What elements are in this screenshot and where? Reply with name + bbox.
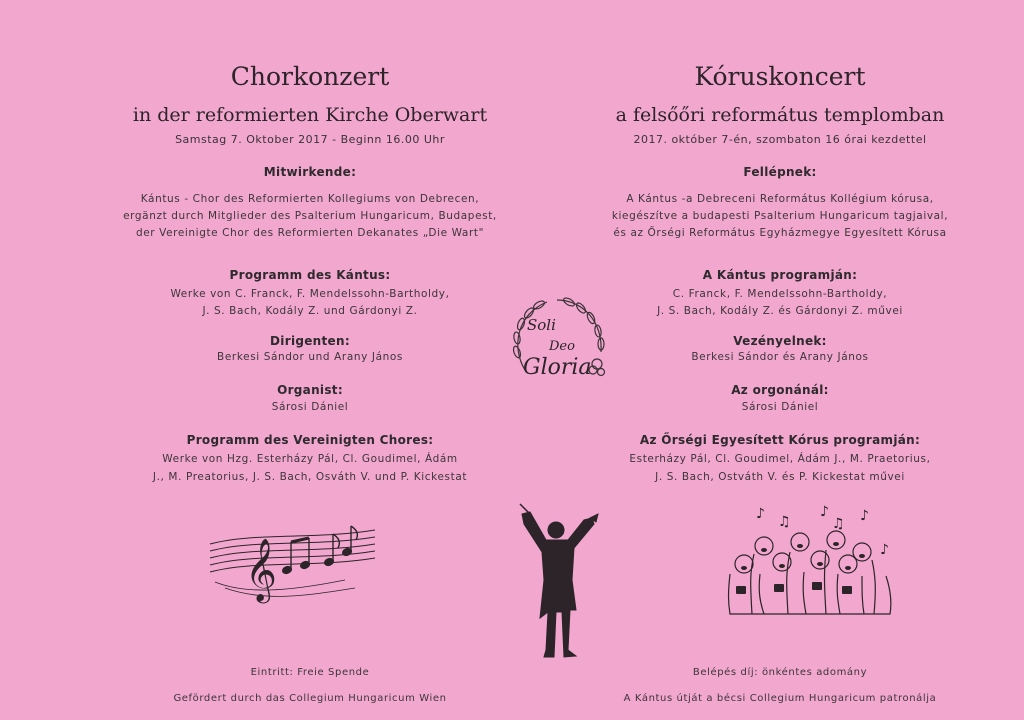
german-title: Chorkonzert	[230, 62, 390, 91]
hungarian-subtitle: a felsőőri református templomban	[615, 104, 945, 126]
german-entry: Eintritt: Freie Spende	[250, 667, 370, 678]
svg-text:♫: ♫	[778, 514, 791, 530]
hungarian-performers-line: és az Őrségi Református Egyházmegye Egyesített Kórusa	[613, 227, 947, 239]
german-date: Samstag 7. Oktober 2017 - Beginn 16.00 Uhr	[175, 133, 445, 146]
hungarian-organist-heading: Az orgonánál:	[731, 383, 829, 397]
svg-text:𝄞: 𝄞	[245, 538, 277, 601]
conductor-icon	[512, 500, 604, 665]
hungarian-united-line: J. S. Bach, Ostváth V. és P. Kickestat művei	[655, 471, 905, 483]
hungarian-organist: Sárosi Dániel	[741, 401, 819, 413]
svg-text:♪: ♪	[860, 508, 869, 524]
german-program-heading: Programm des Kántus:	[229, 268, 391, 282]
svg-text:Soli: Soli	[527, 316, 556, 334]
svg-text:♪: ♪	[756, 506, 765, 522]
soli-deo-gloria-logo	[505, 292, 615, 402]
choir-icon	[720, 502, 895, 622]
hungarian-performers-line: kiegészítve a budapesti Psalterium Hungaricum tagjaival,	[611, 210, 949, 222]
german-organist-heading: Organist:	[277, 383, 343, 397]
german-program-line: Werke von C. Franck, F. Mendelssohn-Bartholdy,	[170, 288, 450, 300]
german-program-line: J. S. Bach, Kodály Z. und Gárdonyi Z.	[202, 305, 418, 317]
german-organist: Sárosi Dániel	[271, 401, 349, 413]
svg-text:Deo: Deo	[549, 339, 575, 354]
music-notes-icon	[205, 522, 380, 607]
german-performers-heading: Mitwirkende:	[263, 165, 357, 179]
svg-text:Gloria: Gloria	[523, 355, 592, 380]
hungarian-program-heading: A Kántus programján:	[702, 268, 858, 282]
hungarian-entry: Belépés díj: önkéntes adomány	[692, 667, 868, 678]
german-sponsor: Gefördert durch das Collegium Hungaricum Wien	[173, 693, 447, 704]
hungarian-date: 2017. október 7-én, szombaton 16 órai kezdettel	[633, 133, 927, 146]
german-performers-line: der Vereinigte Chor des Reformierten Dekanates „Die Wart"	[135, 227, 485, 239]
german-performers-line: Kántus - Chor des Reformierten Kollegiums von Debrecen,	[140, 193, 480, 205]
hungarian-performers-heading: Fellépnek:	[743, 165, 817, 179]
hungarian-conductors: Berkesi Sándor és Arany János	[691, 351, 869, 363]
hungarian-sponsor: A Kántus útját a bécsi Collegium Hungaricum patronálja	[623, 693, 937, 704]
hungarian-title: Kóruskoncert	[694, 62, 866, 91]
german-performers-line: ergänzt durch Mitglieder des Psalterium Hungaricum, Budapest,	[123, 210, 497, 222]
hungarian-united-line: Esterházy Pál, Cl. Goudimel, Ádám J., M. Praetorius,	[629, 453, 931, 465]
hungarian-program-line: J. S. Bach, Kodály Z. és Gárdonyi Z. művei	[657, 305, 903, 317]
svg-text:♪: ♪	[880, 542, 889, 558]
svg-text:♪: ♪	[820, 504, 829, 520]
hungarian-conductors-heading: Vezényelnek:	[733, 334, 827, 348]
german-subtitle: in der reformierten Kirche Oberwart	[132, 104, 488, 126]
german-conductors: Berkesi Sándor und Arany János	[217, 351, 403, 363]
german-conductors-heading: Dirigenten:	[270, 334, 350, 348]
german-united-line: J., M. Preatorius, J. S. Bach, Osváth V. und P. Kickestat	[152, 471, 468, 483]
german-united-heading: Programm des Vereinigten Chores:	[186, 433, 434, 447]
hungarian-performers-line: A Kántus -a Debreceni Református Kollégium kórusa,	[626, 193, 934, 205]
hungarian-program-line: C. Franck, F. Mendelssohn-Bartholdy,	[672, 288, 888, 300]
svg-text:♫: ♫	[832, 516, 845, 532]
german-united-line: Werke von Hzg. Esterházy Pál, Cl. Goudimel, Ádám	[162, 453, 458, 465]
hungarian-united-heading: Az Őrségi Egyesített Kórus programján:	[639, 433, 921, 447]
